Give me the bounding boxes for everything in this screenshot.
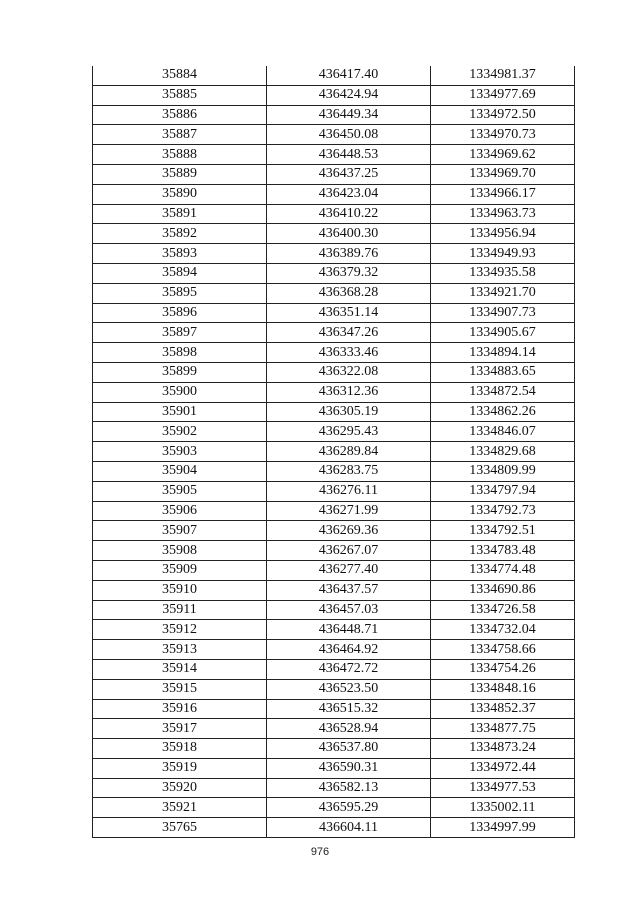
point-id-cell: 35901 (93, 402, 267, 422)
table-row (93, 560, 575, 580)
y-coordinate-cell: 1335002.11 (431, 798, 575, 818)
x-coordinate-cell: 436277.40 (267, 560, 431, 580)
y-coordinate-cell: 1334758.66 (431, 640, 575, 660)
point-id-cell: 35910 (93, 580, 267, 600)
y-coordinate-cell: 1334732.04 (431, 620, 575, 640)
table-row (93, 481, 575, 501)
table-row (93, 145, 575, 165)
point-id-cell: 35765 (93, 818, 267, 838)
point-id-cell: 35917 (93, 719, 267, 739)
table-row (93, 105, 575, 125)
x-coordinate-cell: 436347.26 (267, 323, 431, 343)
x-coordinate-cell: 436472.72 (267, 659, 431, 679)
x-coordinate-cell: 436523.50 (267, 679, 431, 699)
x-coordinate-cell: 436448.53 (267, 145, 431, 165)
point-id-cell: 35889 (93, 164, 267, 184)
point-id-cell: 35891 (93, 204, 267, 224)
point-id-cell: 35888 (93, 145, 267, 165)
point-id-cell: 35897 (93, 323, 267, 343)
table-row (93, 422, 575, 442)
point-id-cell: 35884 (93, 66, 267, 85)
point-id-cell: 35905 (93, 481, 267, 501)
x-coordinate-cell: 436437.57 (267, 580, 431, 600)
y-coordinate-cell: 1334907.73 (431, 303, 575, 323)
y-coordinate-cell: 1334977.53 (431, 778, 575, 798)
table-row (93, 501, 575, 521)
x-coordinate-cell: 436437.25 (267, 164, 431, 184)
table-row (93, 600, 575, 620)
y-coordinate-cell: 1334921.70 (431, 283, 575, 303)
table-row (93, 125, 575, 145)
table-row (93, 719, 575, 739)
x-coordinate-cell: 436333.46 (267, 343, 431, 363)
x-coordinate-cell: 436379.32 (267, 263, 431, 283)
table-row (93, 323, 575, 343)
x-coordinate-cell: 436400.30 (267, 224, 431, 244)
point-id-cell: 35896 (93, 303, 267, 323)
table-row (93, 66, 575, 85)
table-row (93, 382, 575, 402)
table-row (93, 699, 575, 719)
y-coordinate-cell: 1334862.26 (431, 402, 575, 422)
point-id-cell: 35920 (93, 778, 267, 798)
point-id-cell: 35921 (93, 798, 267, 818)
y-coordinate-cell: 1334935.58 (431, 263, 575, 283)
point-id-cell: 35894 (93, 263, 267, 283)
y-coordinate-cell: 1334872.54 (431, 382, 575, 402)
x-coordinate-cell: 436295.43 (267, 422, 431, 442)
point-id-cell: 35902 (93, 422, 267, 442)
table-row (93, 85, 575, 105)
y-coordinate-cell: 1334966.17 (431, 184, 575, 204)
point-id-cell: 35911 (93, 600, 267, 620)
table-row (93, 620, 575, 640)
y-coordinate-cell: 1334690.86 (431, 580, 575, 600)
point-id-cell: 35885 (93, 85, 267, 105)
table-row (93, 580, 575, 600)
point-id-cell: 35913 (93, 640, 267, 660)
y-coordinate-cell: 1334877.75 (431, 719, 575, 739)
x-coordinate-cell: 436368.28 (267, 283, 431, 303)
y-coordinate-cell: 1334949.93 (431, 244, 575, 264)
y-coordinate-cell: 1334783.48 (431, 541, 575, 561)
table-row (93, 541, 575, 561)
x-coordinate-cell: 436457.03 (267, 600, 431, 620)
point-id-cell: 35906 (93, 501, 267, 521)
y-coordinate-cell: 1334894.14 (431, 343, 575, 363)
x-coordinate-cell: 436448.71 (267, 620, 431, 640)
y-coordinate-cell: 1334852.37 (431, 699, 575, 719)
table-row (93, 303, 575, 323)
y-coordinate-cell: 1334792.73 (431, 501, 575, 521)
x-coordinate-cell: 436528.94 (267, 719, 431, 739)
y-coordinate-cell: 1334977.69 (431, 85, 575, 105)
y-coordinate-cell: 1334997.99 (431, 818, 575, 838)
y-coordinate-cell: 1334969.62 (431, 145, 575, 165)
point-id-cell: 35895 (93, 283, 267, 303)
y-coordinate-cell: 1334873.24 (431, 739, 575, 759)
point-id-cell: 35904 (93, 461, 267, 481)
y-coordinate-cell: 1334905.67 (431, 323, 575, 343)
table-row (93, 640, 575, 660)
page-number: 976 (310, 846, 330, 858)
y-coordinate-cell: 1334970.73 (431, 125, 575, 145)
y-coordinate-cell: 1334981.37 (431, 66, 575, 85)
y-coordinate-cell: 1334809.99 (431, 461, 575, 481)
x-coordinate-cell: 436417.40 (267, 66, 431, 85)
x-coordinate-cell: 436305.19 (267, 402, 431, 422)
table-row (93, 402, 575, 422)
y-coordinate-cell: 1334969.70 (431, 164, 575, 184)
point-id-cell: 35893 (93, 244, 267, 264)
table-row (93, 283, 575, 303)
y-coordinate-cell: 1334797.94 (431, 481, 575, 501)
y-coordinate-cell: 1334848.16 (431, 679, 575, 699)
x-coordinate-cell: 436267.07 (267, 541, 431, 561)
point-id-cell: 35899 (93, 362, 267, 382)
x-coordinate-cell: 436449.34 (267, 105, 431, 125)
y-coordinate-cell: 1334754.26 (431, 659, 575, 679)
point-id-cell: 35887 (93, 125, 267, 145)
x-coordinate-cell: 436595.29 (267, 798, 431, 818)
table-row (93, 521, 575, 541)
y-coordinate-cell: 1334883.65 (431, 362, 575, 382)
table-row (93, 778, 575, 798)
y-coordinate-cell: 1334774.48 (431, 560, 575, 580)
table-row (93, 362, 575, 382)
point-id-cell: 35915 (93, 679, 267, 699)
y-coordinate-cell: 1334972.50 (431, 105, 575, 125)
table-row (93, 343, 575, 363)
coordinate-table (92, 66, 575, 838)
point-id-cell: 35886 (93, 105, 267, 125)
table-row (93, 818, 575, 838)
x-coordinate-cell: 436464.92 (267, 640, 431, 660)
x-coordinate-cell: 436351.14 (267, 303, 431, 323)
point-id-cell: 35909 (93, 560, 267, 580)
x-coordinate-cell: 436271.99 (267, 501, 431, 521)
point-id-cell: 35892 (93, 224, 267, 244)
x-coordinate-cell: 436283.75 (267, 461, 431, 481)
table-row (93, 164, 575, 184)
point-id-cell: 35914 (93, 659, 267, 679)
x-coordinate-cell: 436312.36 (267, 382, 431, 402)
point-id-cell: 35908 (93, 541, 267, 561)
point-id-cell: 35900 (93, 382, 267, 402)
table-row (93, 263, 575, 283)
table-row (93, 758, 575, 778)
x-coordinate-cell: 436424.94 (267, 85, 431, 105)
table-row (93, 204, 575, 224)
point-id-cell: 35890 (93, 184, 267, 204)
x-coordinate-cell: 436582.13 (267, 778, 431, 798)
x-coordinate-cell: 436389.76 (267, 244, 431, 264)
x-coordinate-cell: 436590.31 (267, 758, 431, 778)
y-coordinate-cell: 1334846.07 (431, 422, 575, 442)
point-id-cell: 35912 (93, 620, 267, 640)
table-row (93, 461, 575, 481)
x-coordinate-cell: 436537.80 (267, 739, 431, 759)
table-row (93, 679, 575, 699)
point-id-cell: 35916 (93, 699, 267, 719)
point-id-cell: 35919 (93, 758, 267, 778)
x-coordinate-cell: 436604.11 (267, 818, 431, 838)
x-coordinate-cell: 436269.36 (267, 521, 431, 541)
x-coordinate-cell: 436423.04 (267, 184, 431, 204)
point-id-cell: 35903 (93, 442, 267, 462)
point-id-cell: 35898 (93, 343, 267, 363)
y-coordinate-cell: 1334726.58 (431, 600, 575, 620)
table-row (93, 442, 575, 462)
table-row (93, 244, 575, 264)
x-coordinate-cell: 436322.08 (267, 362, 431, 382)
table-row (93, 184, 575, 204)
x-coordinate-cell: 436450.08 (267, 125, 431, 145)
x-coordinate-cell: 436289.84 (267, 442, 431, 462)
y-coordinate-cell: 1334792.51 (431, 521, 575, 541)
table-row (93, 739, 575, 759)
x-coordinate-cell: 436410.22 (267, 204, 431, 224)
y-coordinate-cell: 1334829.68 (431, 442, 575, 462)
x-coordinate-cell: 436276.11 (267, 481, 431, 501)
table-row (93, 798, 575, 818)
table-row (93, 224, 575, 244)
x-coordinate-cell: 436515.32 (267, 699, 431, 719)
y-coordinate-cell: 1334972.44 (431, 758, 575, 778)
point-id-cell: 35907 (93, 521, 267, 541)
table-body (93, 66, 575, 838)
table-row (93, 659, 575, 679)
y-coordinate-cell: 1334956.94 (431, 224, 575, 244)
y-coordinate-cell: 1334963.73 (431, 204, 575, 224)
point-id-cell: 35918 (93, 739, 267, 759)
